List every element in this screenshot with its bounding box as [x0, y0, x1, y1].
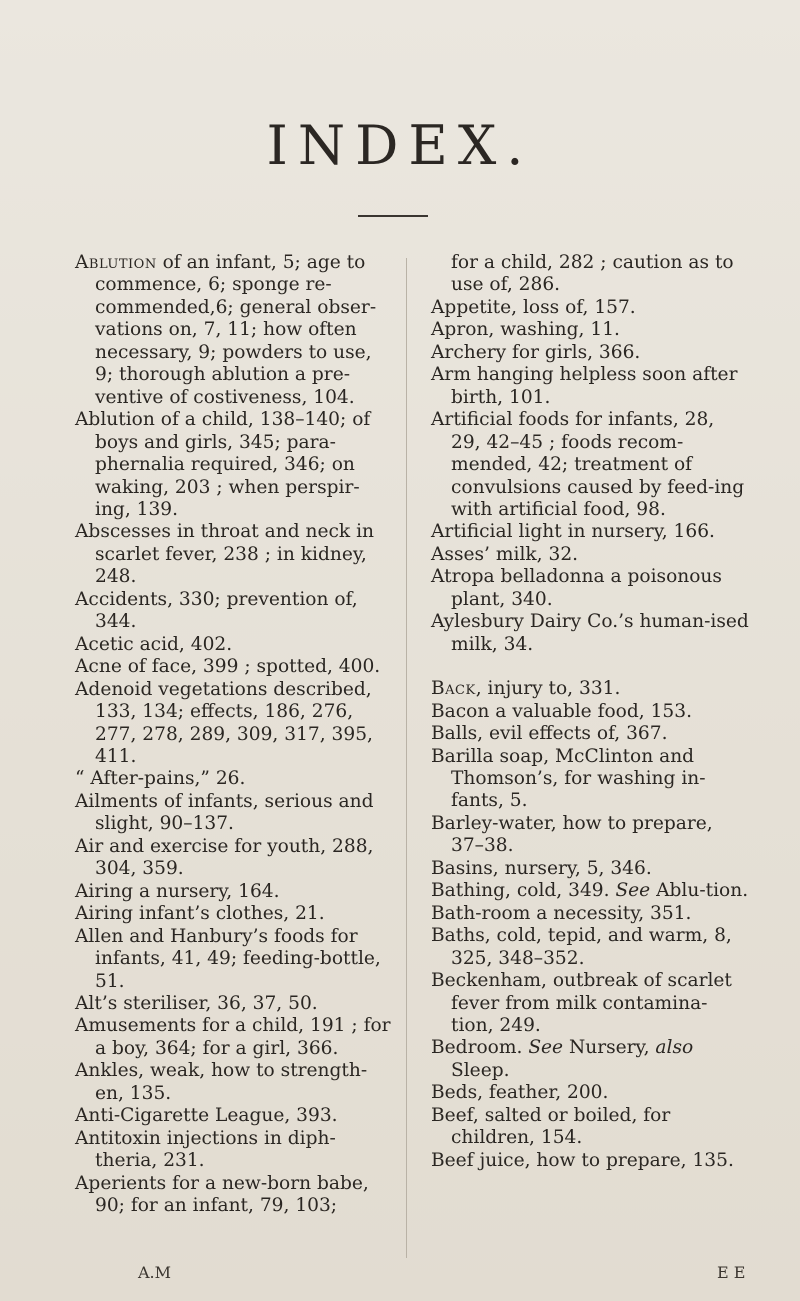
index-entry [75, 409, 393, 521]
index-entry [75, 1105, 393, 1127]
entry-text: Artificial light in nursery, 166. [431, 521, 715, 543]
entry-text: Barley-water, how to prepare, 37–38. [431, 812, 713, 857]
entry-text: Bacon a valuable food, 153. [431, 700, 692, 722]
index-entry [431, 970, 749, 1037]
index-entry [431, 544, 749, 566]
entry-text: Asses’ milk, 32. [431, 543, 579, 565]
entry-text: Bedroom. [431, 1037, 529, 1059]
entry-text: Aylesbury Dairy Co.’s human-ised milk, 34. [431, 611, 749, 655]
index-entry [75, 521, 393, 588]
index-entry [75, 1128, 393, 1173]
index-entry [75, 791, 393, 836]
index-entry [431, 678, 749, 700]
entry-text: Atropa belladonna a poisonous plant, 340. [431, 566, 722, 610]
index-entry [431, 566, 749, 611]
entry-text: Beef, salted or boiled, for children, 154. [431, 1104, 671, 1149]
index-entry [431, 701, 749, 723]
page-title: INDEX. [266, 114, 534, 177]
entry-text: Arm hanging helpless soon after birth, 101. [431, 364, 738, 408]
entry-text: of an infant, 5; age to commence, 6; sponge re-commended,6; general obser-vations on, 7, 11; how often necessary, 9; powders to use, 9; thorough ablution a pre-ventive of costiveness, 104. [95, 252, 377, 408]
entry-text: Ablu-tion. [650, 880, 749, 902]
entry-text: Baths, cold, tepid, and warm, 8, 325, 348–352. [431, 925, 732, 969]
entry-text: Ankles, weak, how to strength-en, 135. [75, 1060, 368, 1104]
entry-text: , injury to, 331. [475, 678, 621, 700]
entry-text: Adenoid vegetations described, 133, 134; effects, 186, 276, 277, 278, 289, 309, 317, 395, 411. [75, 678, 373, 767]
entry-text: Airing a nursery, 164. [75, 880, 280, 902]
signature-mark-left: A.M [138, 1263, 172, 1282]
index-entry [431, 521, 749, 543]
entry-text: Amusements for a child, 191 ; for a boy, 364; for a girl, 366. [75, 1015, 391, 1059]
index-entry [75, 993, 393, 1015]
index-entry [75, 1060, 393, 1105]
entry-text: Bath-room a necessity, 351. [431, 902, 692, 924]
index-entry [75, 1015, 393, 1060]
entry-text: Barilla soap, McClinton and Thomson’s, for washing in-fants, 5. [431, 745, 706, 812]
see-reference: See [528, 1037, 564, 1059]
index-entry [75, 1173, 393, 1218]
index-entry [431, 903, 749, 925]
entry-text: Acne of face, 399 ; spotted, 400. [75, 656, 381, 678]
index-entry [75, 589, 393, 634]
entry-text: Aperients for a new-born babe, 90; for an infant, 79, 103; [75, 1172, 369, 1217]
entry-text: Apron, washing, 11. [431, 319, 620, 341]
signature-mark-right: E E [717, 1263, 746, 1282]
index-column-left [75, 252, 393, 1217]
title-rule [358, 215, 428, 217]
index-entry [431, 723, 749, 745]
index-entry [431, 611, 749, 656]
entry-text: Artificial foods for infants, 28, 29, 42–45 ; foods recom-mended, 42; treatment of convulsions caused by feed-ing with artificial food, 98. [431, 409, 745, 520]
index-entry [431, 297, 749, 319]
index-entry [75, 634, 393, 656]
entry-text: Ailments of infants, serious and slight, 90–137. [75, 790, 374, 835]
entry-text: Antitoxin injections in diph-theria, 231. [75, 1127, 336, 1172]
index-entry [431, 925, 749, 970]
entry-text: Alt’s steriliser, 36, 37, 50. [75, 992, 318, 1014]
index-column-right [431, 252, 749, 1172]
see-reference: also [655, 1037, 694, 1059]
index-entry [431, 813, 749, 858]
entry-text: Bathing, cold, 349. [431, 880, 616, 902]
index-entry [431, 746, 749, 813]
entry-text: “ After-pains,” 26. [75, 768, 246, 790]
entry-text: Sleep. [451, 1059, 510, 1081]
entry-text: Airing infant’s clothes, 21. [75, 903, 325, 925]
index-entry [75, 836, 393, 881]
index-entry [75, 881, 393, 903]
entry-text: Nursery, [563, 1037, 656, 1059]
entry-text: Balls, evil effects of, 367. [431, 723, 668, 745]
index-entry [75, 926, 393, 993]
entry-text: Beds, feather, 200. [431, 1082, 609, 1104]
entry-text: Beckenham, outbreak of scarlet fever from milk contamina-tion, 249. [431, 970, 732, 1036]
column-divider [406, 258, 407, 1258]
entry-text: Basins, nursery, 5, 346. [431, 857, 652, 879]
entry-text: Beef juice, how to prepare, 135. [431, 1149, 734, 1171]
index-entry [431, 342, 749, 364]
index-entry [75, 679, 393, 769]
entry-text: Acetic acid, 402. [75, 633, 233, 655]
index-entry [431, 1105, 749, 1150]
index-entry [431, 252, 749, 297]
index-entry [431, 880, 749, 902]
index-entry [75, 656, 393, 678]
index-entry [431, 1150, 749, 1172]
entry-text: Ablution of a child, 138–140; of boys and girls, 345; para-phernalia required, 346; on waking, 203 ; when perspir-ing, 139. [75, 409, 371, 520]
index-entry [431, 319, 749, 341]
entry-text: Abscesses in throat and neck in scarlet fever, 238 ; in kidney, 248. [75, 521, 375, 588]
index-entry [431, 1082, 749, 1104]
see-reference: See [615, 880, 651, 902]
entry-heading: Ablution [75, 252, 157, 273]
index-entry [431, 858, 749, 880]
entry-text: Accidents, 330; prevention of, 344. [75, 588, 358, 633]
entry-text: Air and exercise for youth, 288, 304, 359. [75, 835, 374, 880]
entry-text: Anti-Cigarette League, 393. [75, 1105, 338, 1127]
index-entry [75, 252, 393, 409]
index-entry [75, 768, 393, 790]
entry-text: Archery for girls, 366. [431, 341, 641, 363]
index-entry [75, 903, 393, 925]
entry-heading: Back [431, 678, 476, 700]
index-entry [431, 1037, 749, 1082]
entry-text: for a child, 282 ; caution as to use of, 286. [451, 252, 734, 296]
entry-text: Allen and Hanbury’s foods for infants, 41, 49; feeding-bottle, 51. [75, 925, 381, 992]
index-entry [431, 364, 749, 409]
index-entry [431, 409, 749, 521]
entry-text: Appetite, loss of, 157. [431, 296, 636, 318]
